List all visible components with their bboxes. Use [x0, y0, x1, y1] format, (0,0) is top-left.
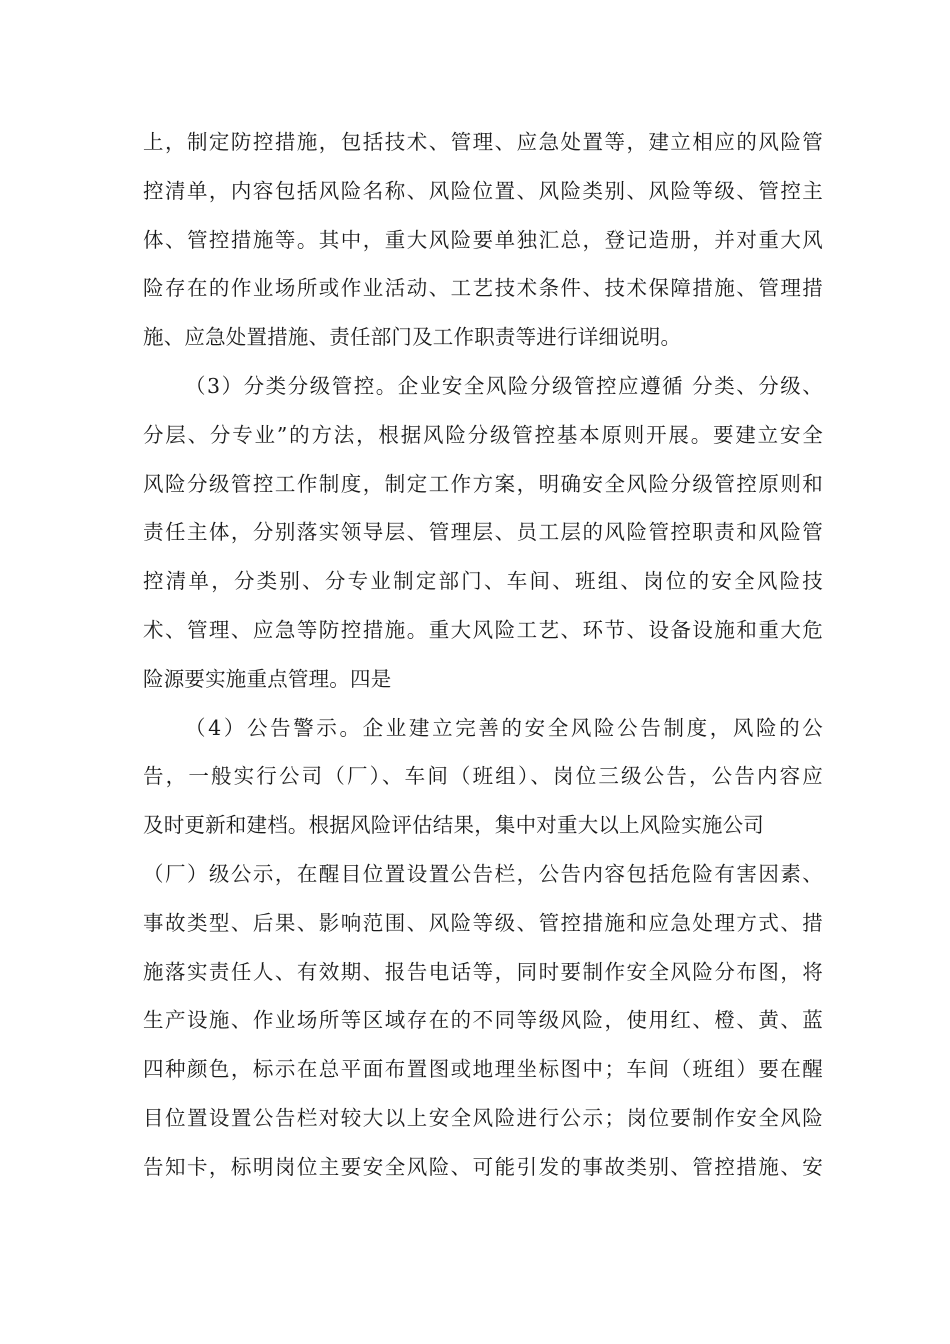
paragraph-heading-line: （4）公告警示。企业建立完善的安全风险公告制度，风险的公 — [185, 715, 823, 740]
text-line: 事故类型、后果、影响范围、风险等级、管控措施和应急处理方式、措 — [143, 910, 823, 935]
text-line: 分层、分专业”的方法，根据风险分级管控基本原则开展。要建立安全 — [143, 422, 823, 447]
text-line: 控清单，分类别、分专业制定部门、车间、班组、岗位的安全风险技 — [143, 569, 823, 594]
paragraph-heading-line: （3）分类分级管控。企业安全风险分级管控应遵循 分类、分级、 — [185, 373, 823, 398]
text-line: 目位置设置公告栏对较大以上安全风险进行公示；岗位要制作安全风险 — [143, 1105, 823, 1130]
text-line: 险存在的作业场所或作业活动、工艺技术条件、技术保障措施、管理措 — [143, 276, 823, 301]
text-line: 风险分级管控工作制度，制定工作方案，明确安全风险分级管控原则和 — [143, 471, 823, 496]
text-line: 生产设施、作业场所等区域存在的不同等级风险，使用红、橙、黄、蓝 — [143, 1008, 823, 1033]
text-line: 告知卡，标明岗位主要安全风险、可能引发的事故类别、管控措施、安 — [143, 1154, 823, 1179]
text-line: 体、管控措施等。其中，重大风险要单独汇总，登记造册，并对重大风 — [143, 227, 823, 252]
text-line: 险源要实施重点管理。四是 — [143, 666, 392, 691]
document-body — [143, 118, 823, 1192]
text-line: 上，制定防控措施，包括技术、管理、应急处置等，建立相应的风险管 — [143, 130, 823, 154]
text-line: 四种颜色，标示在总平面布置图或地理坐标图中；车间（班组）要在醒 — [143, 1057, 823, 1082]
text-line: 施、应急处置措施、责任部门及工作职责等进行详细说明。 — [143, 325, 682, 350]
text-line: （厂）级公示，在醒目位置设置公告栏，公告内容包括危险有害因素、 — [143, 861, 823, 886]
text-line: 责任主体，分别落实领导层、管理层、员工层的风险管控职责和风险管 — [143, 520, 823, 545]
text-line: 控清单，内容包括风险名称、风险位置、风险类别、风险等级、管控主 — [143, 178, 823, 203]
text-line: 告，一般实行公司（厂）、车间（班组）、岗位三级公告，公告内容应 — [143, 764, 823, 789]
text-line: 及时更新和建档。根据风险评估结果，集中对重大以上风险实施公司 — [143, 813, 764, 838]
text-line: 术、管理、应急等防控措施。重大风险工艺、环节、设备设施和重大危 — [143, 617, 823, 642]
text-line: 施落实责任人、有效期、报告电话等，同时要制作安全风险分布图，将 — [143, 959, 823, 984]
